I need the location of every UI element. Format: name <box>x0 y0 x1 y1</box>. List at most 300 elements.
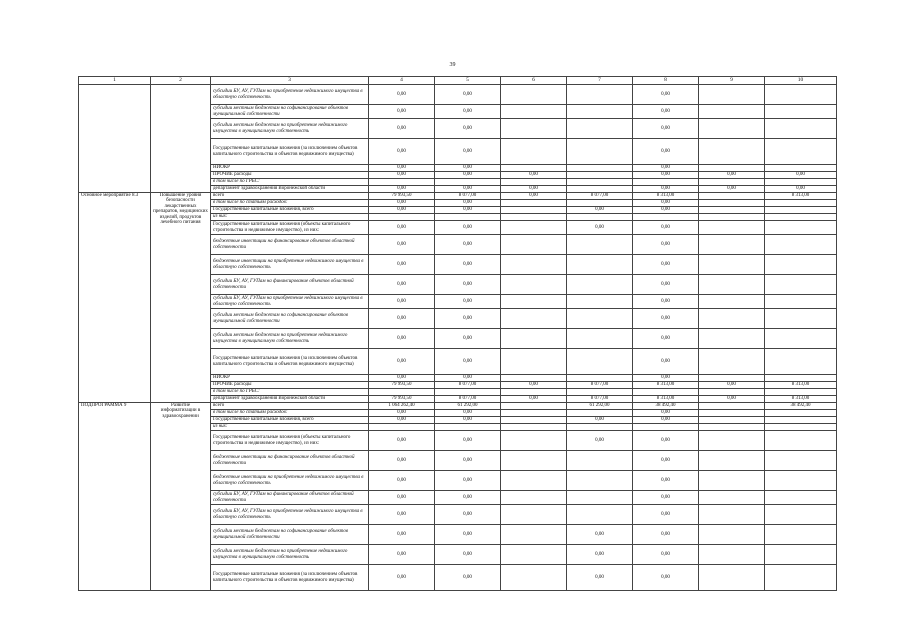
value-cell: 0,00 <box>633 119 699 139</box>
expense-item-label: Государственные капитальные вложения, всего <box>211 417 369 424</box>
value-cell: 0,00 <box>699 186 765 193</box>
value-cell: 0,00 <box>633 417 699 424</box>
program-description-cell: Развитие информатизации в здравоохранении <box>151 403 211 591</box>
value-cell: 0,00 <box>567 207 633 214</box>
value-cell: 8 313,00 <box>633 396 699 403</box>
value-cell <box>567 329 633 349</box>
value-cell: 0,00 <box>435 105 501 119</box>
value-cell <box>567 165 633 172</box>
expense-item-label: субсидии местным бюджетам на приобретение недвижимого имущества в муниципальную собственность <box>211 329 369 349</box>
value-cell <box>633 179 699 186</box>
expense-item-label: бюджетные инвестиции на финансирование объектов областной собственности <box>211 235 369 255</box>
value-cell <box>765 214 837 221</box>
column-number: 9 <box>699 77 765 85</box>
value-cell <box>501 431 567 451</box>
value-cell <box>567 172 633 179</box>
value-cell <box>501 565 567 591</box>
value-cell: 0,00 <box>435 235 501 255</box>
value-cell: 0,00 <box>633 505 699 525</box>
value-cell <box>699 389 765 396</box>
expense-item-label: из них: <box>211 214 369 221</box>
value-cell <box>765 207 837 214</box>
value-cell <box>501 235 567 255</box>
value-cell <box>501 179 567 186</box>
value-cell <box>699 417 765 424</box>
value-cell <box>567 235 633 255</box>
value-cell: 0,00 <box>369 207 435 214</box>
value-cell: 0,00 <box>369 565 435 591</box>
expense-item-label: субсидии местным бюджетам на софинансирование объектов муниципальной собственности <box>211 105 369 119</box>
value-cell <box>699 119 765 139</box>
budget-table <box>78 76 837 591</box>
value-cell <box>567 505 633 525</box>
value-cell <box>501 349 567 375</box>
value-cell: 0,00 <box>435 451 501 471</box>
value-cell <box>633 389 699 396</box>
value-cell <box>567 255 633 275</box>
value-cell <box>765 119 837 139</box>
value-cell <box>435 214 501 221</box>
value-cell: 0,00 <box>633 207 699 214</box>
value-cell <box>699 221 765 235</box>
value-cell <box>765 545 837 565</box>
value-cell <box>699 375 765 382</box>
value-cell: 0,00 <box>633 349 699 375</box>
expense-item-label: субсидии БУ, АУ, ГУПам на приобретение недвижимого имущества в областную собственность <box>211 295 369 309</box>
value-cell <box>699 295 765 309</box>
value-cell: 0,00 <box>369 491 435 505</box>
expense-item-label: НИОКР <box>211 165 369 172</box>
value-cell: 0,00 <box>435 119 501 139</box>
value-cell <box>501 295 567 309</box>
value-cell <box>501 275 567 295</box>
value-cell: 0,00 <box>633 471 699 491</box>
value-cell: 8 313,00 <box>633 382 699 389</box>
value-cell: 0,00 <box>435 491 501 505</box>
value-cell <box>501 545 567 565</box>
expense-item-label: в том числе по статьям расходов: <box>211 200 369 207</box>
column-number: 3 <box>211 77 369 85</box>
value-cell: 0,00 <box>369 471 435 491</box>
value-cell <box>699 200 765 207</box>
value-cell <box>501 471 567 491</box>
value-cell: 0,00 <box>369 139 435 165</box>
value-cell <box>567 451 633 471</box>
value-cell <box>567 200 633 207</box>
value-cell: 0,00 <box>369 255 435 275</box>
value-cell: 0,00 <box>369 295 435 309</box>
program-name-cell: ПОДПРОГРАММА 9 <box>79 403 151 591</box>
value-cell: 0,00 <box>699 382 765 389</box>
expense-item-label: департамент здравоохранения Воронежской области <box>211 186 369 193</box>
value-cell <box>699 431 765 451</box>
value-cell: 0,00 <box>633 565 699 591</box>
value-cell: 0,00 <box>435 275 501 295</box>
value-cell <box>501 491 567 505</box>
budget-table-sheet <box>78 76 836 591</box>
value-cell: 0,00 <box>435 221 501 235</box>
value-cell: 0,00 <box>369 309 435 329</box>
expense-item-label: ПРОЧИЕ расходы <box>211 382 369 389</box>
value-cell: 8 077,00 <box>435 382 501 389</box>
value-cell: 0,00 <box>633 451 699 471</box>
value-cell <box>633 214 699 221</box>
value-cell: 0,00 <box>435 375 501 382</box>
value-cell: 0,00 <box>435 139 501 165</box>
value-cell <box>699 410 765 417</box>
value-cell: 38 492,40 <box>765 403 837 410</box>
value-cell <box>567 424 633 431</box>
value-cell <box>765 417 837 424</box>
value-cell: 0,00 <box>435 471 501 491</box>
value-cell: 0,00 <box>633 255 699 275</box>
value-cell <box>567 275 633 295</box>
value-cell: 0,00 <box>369 545 435 565</box>
value-cell <box>765 200 837 207</box>
value-cell: 0,00 <box>369 451 435 471</box>
value-cell: 61 292,00 <box>435 403 501 410</box>
value-cell: 0,00 <box>435 200 501 207</box>
value-cell: 0,00 <box>435 525 501 545</box>
value-cell <box>567 139 633 165</box>
value-cell <box>699 424 765 431</box>
table-row <box>79 193 837 200</box>
value-cell: 0,00 <box>369 505 435 525</box>
value-cell: 0,00 <box>435 505 501 525</box>
value-cell: 0,00 <box>435 309 501 329</box>
value-cell <box>699 207 765 214</box>
value-cell: 0,00 <box>633 172 699 179</box>
value-cell <box>765 255 837 275</box>
value-cell: 0,00 <box>435 255 501 275</box>
value-cell: 0,00 <box>369 417 435 424</box>
value-cell: 0,00 <box>633 410 699 417</box>
value-cell <box>501 139 567 165</box>
value-cell <box>699 139 765 165</box>
value-cell <box>699 451 765 471</box>
value-cell <box>699 214 765 221</box>
value-cell: 8 077,00 <box>567 396 633 403</box>
value-cell: 0,00 <box>369 200 435 207</box>
value-cell <box>567 119 633 139</box>
column-number: 7 <box>567 77 633 85</box>
expense-item-label: субсидии местным бюджетам на софинансирование объектов муниципальной собственности <box>211 309 369 329</box>
value-cell <box>765 165 837 172</box>
value-cell: 8 313,00 <box>633 193 699 200</box>
value-cell: 0,00 <box>435 431 501 451</box>
column-number: 10 <box>765 77 837 85</box>
value-cell <box>699 105 765 119</box>
value-cell <box>699 545 765 565</box>
value-cell: 0,00 <box>369 375 435 382</box>
value-cell <box>501 505 567 525</box>
expense-item-label: департамент здравоохранения Воронежской области <box>211 396 369 403</box>
value-cell: 0,00 <box>435 349 501 375</box>
value-cell <box>765 389 837 396</box>
value-cell: 0,00 <box>369 349 435 375</box>
value-cell: 0,00 <box>501 186 567 193</box>
value-cell: 0,00 <box>699 172 765 179</box>
column-number: 8 <box>633 77 699 85</box>
value-cell <box>567 179 633 186</box>
value-cell: 79 993,50 <box>369 396 435 403</box>
value-cell <box>765 375 837 382</box>
value-cell: 0,00 <box>435 172 501 179</box>
value-cell <box>501 214 567 221</box>
expense-item-label: Государственные капитальные вложения, всего <box>211 207 369 214</box>
value-cell: 8 077,00 <box>567 382 633 389</box>
value-cell <box>501 375 567 382</box>
value-cell <box>435 389 501 396</box>
value-cell <box>699 179 765 186</box>
value-cell: 0,00 <box>567 525 633 545</box>
expense-item-label: Государственные капитальные вложения (объекты капитального строительства и недвижимое имущество), из них: <box>211 431 369 451</box>
value-cell <box>501 451 567 471</box>
value-cell <box>567 349 633 375</box>
value-cell: 0,00 <box>435 85 501 105</box>
value-cell <box>501 424 567 431</box>
program-name-cell: Основное мероприятие 8.3 <box>79 193 151 403</box>
value-cell: 0,00 <box>369 525 435 545</box>
value-cell: 0,00 <box>633 525 699 545</box>
value-cell: 0,00 <box>369 410 435 417</box>
value-cell <box>699 309 765 329</box>
value-cell: 0,00 <box>369 275 435 295</box>
value-cell: 0,00 <box>369 235 435 255</box>
value-cell <box>699 275 765 295</box>
value-cell <box>567 410 633 417</box>
value-cell: 0,00 <box>633 165 699 172</box>
value-cell: 0,00 <box>633 545 699 565</box>
expense-item-label: субсидии БУ, АУ, ГУПам на финансирование объектов областной собственности <box>211 491 369 505</box>
expense-item-label: ПРОЧИЕ расходы <box>211 172 369 179</box>
expense-item-label: субсидии БУ, АУ, ГУПам на приобретение недвижимого имущества в областную собственность <box>211 505 369 525</box>
value-cell <box>633 424 699 431</box>
expense-item-label: субсидии местным бюджетам на приобретение недвижимого имущества в муниципальную собственность <box>211 545 369 565</box>
expense-item-label: НИОКР <box>211 375 369 382</box>
value-cell: 8 313,00 <box>765 193 837 200</box>
value-cell: 0,00 <box>435 545 501 565</box>
value-cell: 0,00 <box>699 396 765 403</box>
value-cell: 0,00 <box>501 172 567 179</box>
value-cell <box>699 85 765 105</box>
value-cell <box>501 309 567 329</box>
value-cell <box>567 214 633 221</box>
value-cell: 79 993,50 <box>369 193 435 200</box>
value-cell <box>765 565 837 591</box>
value-cell <box>765 105 837 119</box>
value-cell <box>501 410 567 417</box>
value-cell <box>501 119 567 139</box>
value-cell <box>765 451 837 471</box>
value-cell <box>765 235 837 255</box>
program-description-cell: Повышение уровня безопасности лекарственных препаратов, медицинских изделий, продуктов лечебного питания <box>151 193 211 403</box>
value-cell <box>435 424 501 431</box>
value-cell: 0,00 <box>369 186 435 193</box>
value-cell <box>435 179 501 186</box>
value-cell: 0,00 <box>633 275 699 295</box>
value-cell <box>369 424 435 431</box>
table-row <box>79 403 837 410</box>
value-cell <box>501 255 567 275</box>
value-cell <box>567 309 633 329</box>
expense-item-label: бюджетные инвестиции на финансирование объектов областной собственности <box>211 451 369 471</box>
expense-item-label: субсидии местным бюджетам на софинансирование объектов муниципальной собственности <box>211 525 369 545</box>
value-cell: 0,00 <box>633 309 699 329</box>
value-cell: 0,00 <box>435 410 501 417</box>
table-row <box>79 85 837 105</box>
expense-item-label: бюджетные инвестиции на приобретение недвижимого имущества в областную собственность <box>211 471 369 491</box>
value-cell <box>369 214 435 221</box>
value-cell <box>699 525 765 545</box>
value-cell <box>765 85 837 105</box>
column-number: 4 <box>369 77 435 85</box>
value-cell <box>501 389 567 396</box>
value-cell <box>567 491 633 505</box>
expense-item-label: Государственные капитальные вложения (объекты капитального строительства и недвижимое имущество), из них: <box>211 221 369 235</box>
value-cell: 0,00 <box>501 396 567 403</box>
expense-item-label: Государственные капитальные вложения (за исключением объектов капитального строительства и объектов недвижимого имущества) <box>211 565 369 591</box>
expense-item-label: из них: <box>211 424 369 431</box>
value-cell: 8 077,00 <box>435 193 501 200</box>
value-cell <box>765 431 837 451</box>
value-cell <box>699 471 765 491</box>
value-cell: 0,00 <box>567 431 633 451</box>
value-cell: 0,00 <box>567 417 633 424</box>
column-number: 2 <box>151 77 211 85</box>
value-cell <box>501 85 567 105</box>
expense-item-label: бюджетные инвестиции на приобретение недвижимого имущества в областную собственность <box>211 255 369 275</box>
value-cell: 0,00 <box>435 207 501 214</box>
value-cell <box>369 389 435 396</box>
value-cell <box>501 417 567 424</box>
value-cell <box>765 295 837 309</box>
value-cell: 0,00 <box>369 221 435 235</box>
column-number: 6 <box>501 77 567 85</box>
value-cell <box>765 491 837 505</box>
value-cell <box>567 295 633 309</box>
value-cell: 0,00 <box>633 431 699 451</box>
value-cell <box>501 165 567 172</box>
value-cell: 0,00 <box>435 565 501 591</box>
value-cell <box>765 410 837 417</box>
expense-item-label: в том числе по ГРБС: <box>211 389 369 396</box>
value-cell: 0,00 <box>435 165 501 172</box>
expense-item-label: всего <box>211 193 369 200</box>
value-cell: 0,00 <box>633 491 699 505</box>
value-cell <box>699 165 765 172</box>
column-number: 1 <box>79 77 151 85</box>
value-cell: 8 077,00 <box>567 193 633 200</box>
value-cell: 0,00 <box>369 172 435 179</box>
value-cell <box>567 375 633 382</box>
value-cell <box>369 179 435 186</box>
value-cell: 0,00 <box>765 172 837 179</box>
value-cell: 0,00 <box>567 221 633 235</box>
value-cell <box>699 235 765 255</box>
value-cell <box>765 471 837 491</box>
value-cell: 0,00 <box>633 139 699 165</box>
program-name-cell <box>79 85 151 193</box>
value-cell: 0,00 <box>369 431 435 451</box>
value-cell: 0,00 <box>435 295 501 309</box>
value-cell <box>765 525 837 545</box>
value-cell: 0,00 <box>633 329 699 349</box>
value-cell: 0,00 <box>501 193 567 200</box>
value-cell <box>501 329 567 349</box>
expense-item-label: всего <box>211 403 369 410</box>
value-cell: 8 077,00 <box>435 396 501 403</box>
expense-item-label: Государственные капитальные вложения (за исключением объектов капитального строительства и объектов недвижимого имущества) <box>211 139 369 165</box>
value-cell <box>765 424 837 431</box>
value-cell: 38 492,40 <box>633 403 699 410</box>
expense-item-label: субсидии БУ, АУ, ГУПам на приобретение недвижимого имущества в областную собственность <box>211 85 369 105</box>
value-cell <box>699 565 765 591</box>
value-cell <box>501 207 567 214</box>
value-cell <box>567 85 633 105</box>
value-cell <box>765 275 837 295</box>
column-number: 5 <box>435 77 501 85</box>
value-cell <box>765 139 837 165</box>
value-cell <box>699 255 765 275</box>
value-cell <box>699 505 765 525</box>
value-cell: 8 313,00 <box>765 396 837 403</box>
value-cell <box>567 389 633 396</box>
value-cell: 0,00 <box>369 165 435 172</box>
value-cell: 0,00 <box>633 85 699 105</box>
value-cell <box>765 329 837 349</box>
value-cell <box>699 349 765 375</box>
value-cell <box>699 491 765 505</box>
value-cell: 8 313,00 <box>765 382 837 389</box>
value-cell: 79 993,50 <box>369 382 435 389</box>
value-cell: 61 292,00 <box>567 403 633 410</box>
expense-item-label: в том числе по статьям расходов: <box>211 410 369 417</box>
value-cell: 0,00 <box>369 119 435 139</box>
value-cell <box>765 221 837 235</box>
value-cell <box>699 329 765 349</box>
value-cell <box>567 471 633 491</box>
column-number-row <box>79 77 837 85</box>
value-cell <box>765 349 837 375</box>
value-cell: 1 064 262,40 <box>369 403 435 410</box>
value-cell <box>501 221 567 235</box>
expense-item-label: Государственные капитальные вложения (за исключением объектов капитального строительства и объектов недвижимого имущества) <box>211 349 369 375</box>
value-cell: 0,00 <box>435 417 501 424</box>
value-cell: 0,00 <box>567 545 633 565</box>
value-cell: 0,00 <box>435 186 501 193</box>
expense-item-label: субсидии местным бюджетам на приобретение недвижимого имущества в муниципальную собственность <box>211 119 369 139</box>
program-description-cell <box>151 85 211 193</box>
value-cell: 0,00 <box>435 329 501 349</box>
value-cell <box>501 105 567 119</box>
value-cell: 0,00 <box>633 375 699 382</box>
value-cell: 0,00 <box>501 382 567 389</box>
value-cell <box>501 403 567 410</box>
value-cell: 0,00 <box>633 295 699 309</box>
value-cell <box>567 186 633 193</box>
value-cell <box>501 525 567 545</box>
value-cell: 0,00 <box>369 105 435 119</box>
value-cell <box>765 179 837 186</box>
expense-item-label: в том числе по ГРБС: <box>211 179 369 186</box>
value-cell <box>765 505 837 525</box>
value-cell: 0,00 <box>633 200 699 207</box>
budget-table-body <box>79 77 837 591</box>
value-cell: 0,00 <box>633 221 699 235</box>
value-cell: 0,00 <box>633 186 699 193</box>
value-cell <box>699 403 765 410</box>
